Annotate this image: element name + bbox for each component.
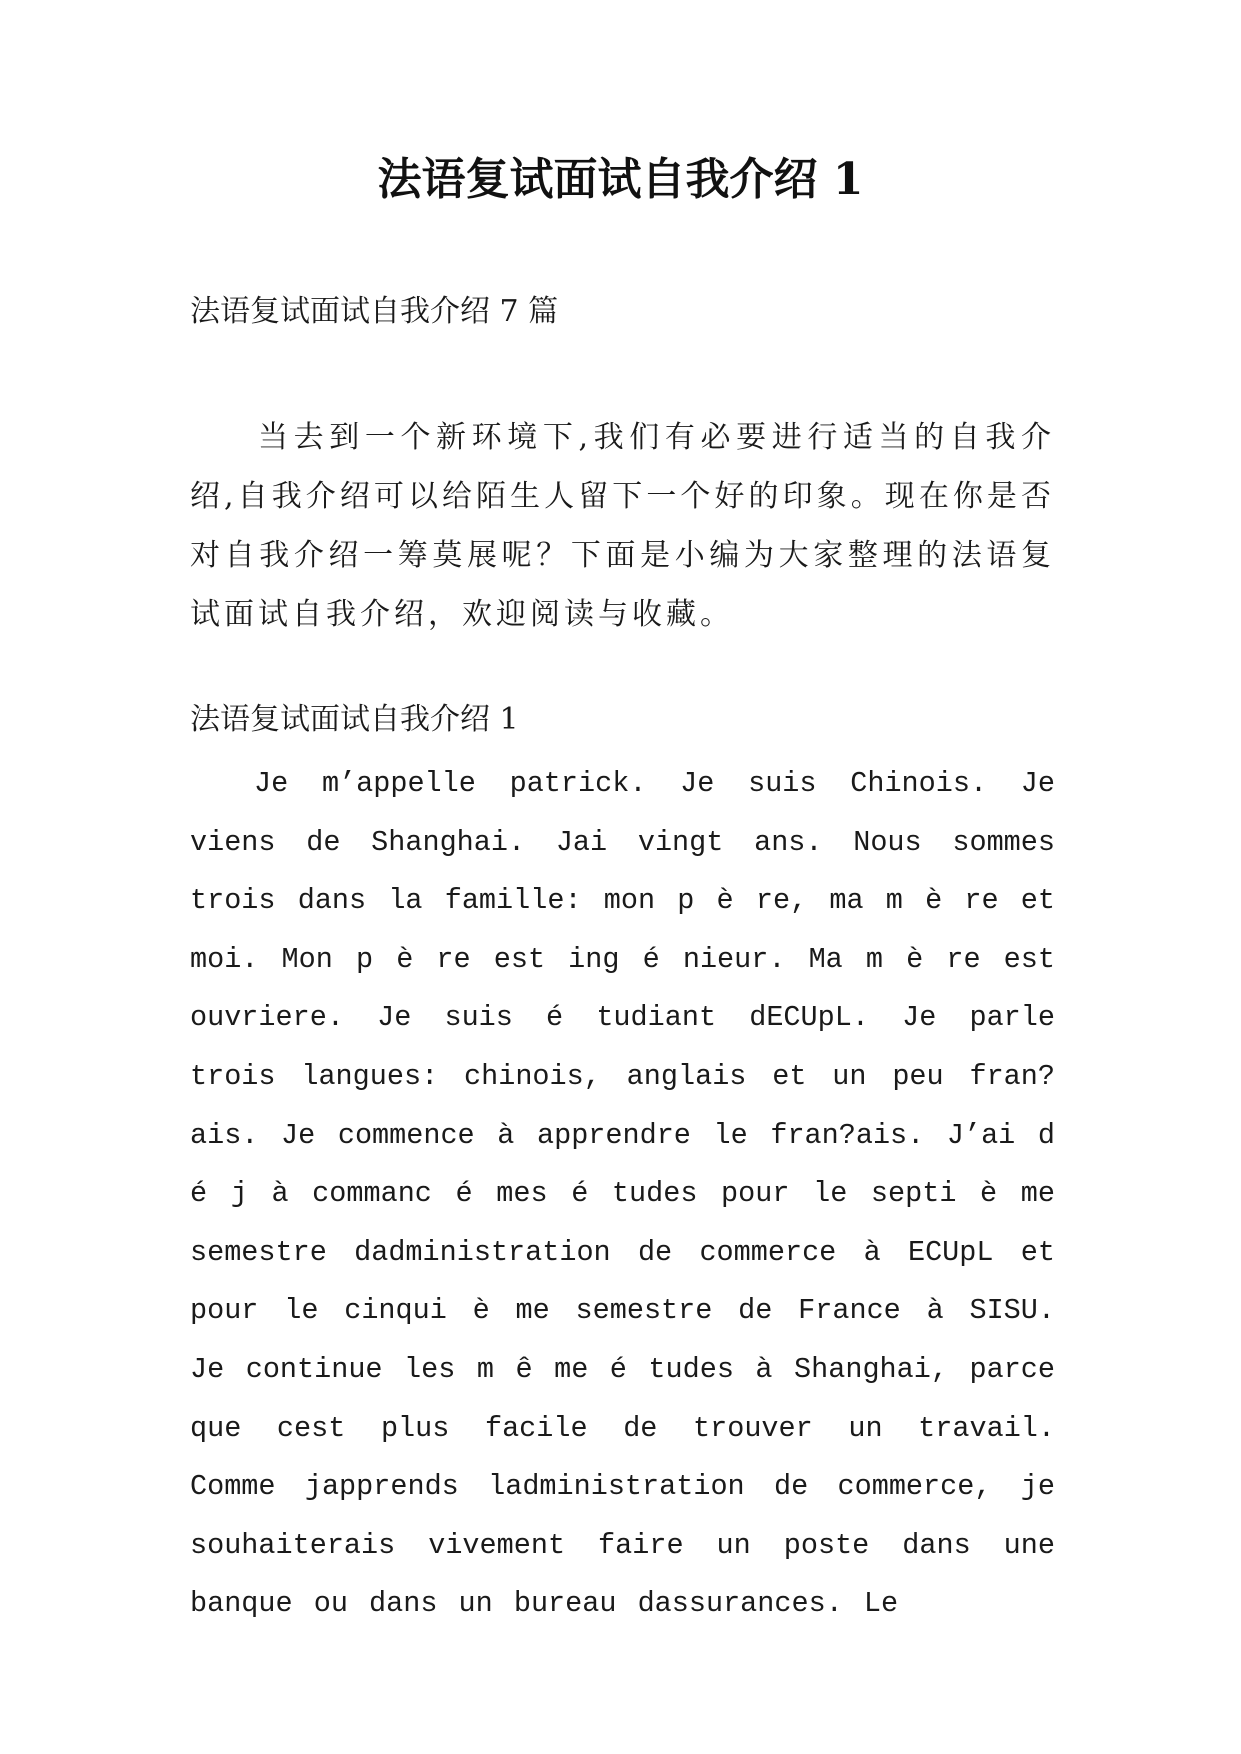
section-heading: 法语复试面试自我介绍 1 xyxy=(190,702,519,737)
body-paragraph: Je m’appelle patrick. Je suis Chinois. Je viens de Shanghai. Jai vingt ans. Nous sommes trois dans la famille: mon p è re, ma m è re et moi. Mon p è re est ing é nieur. Ma m è re est ouvriere. Je suis é tudiant dECUpL. Je parle trois langues: chinois, anglais et un peu fran?ais. Je commence à apprendre le fran?ais. J’ai d é j à commanc é mes é tudes pour le septi è me semestre dadministration de commerce à ECUpL et pour le cinqui è me semestre de France à SISU. Je continue les m ê me é tudes à Shanghai, parce que cest plus facile de trouver un travail. Comme japprends ladministration de commerce, je souhaiterais vivement faire un poste dans une banque ou dans un bureau dassurances. Le xyxy=(190,767,1055,1621)
intro-paragraph: 当去到一个新环境下,我们有必要进行适当的自我介绍,自我介绍可以给陌生人留下一个好的印象。现在你是否对自我介绍一筹莫展呢？下面是小编为大家整理的法语复试面试自我介绍，欢迎阅读与收藏。 xyxy=(190,420,1055,632)
document-title: 法语复试面试自我介绍 1 xyxy=(377,154,864,205)
document-subtitle: 法语复试面试自我介绍 7 篇 xyxy=(190,294,559,329)
